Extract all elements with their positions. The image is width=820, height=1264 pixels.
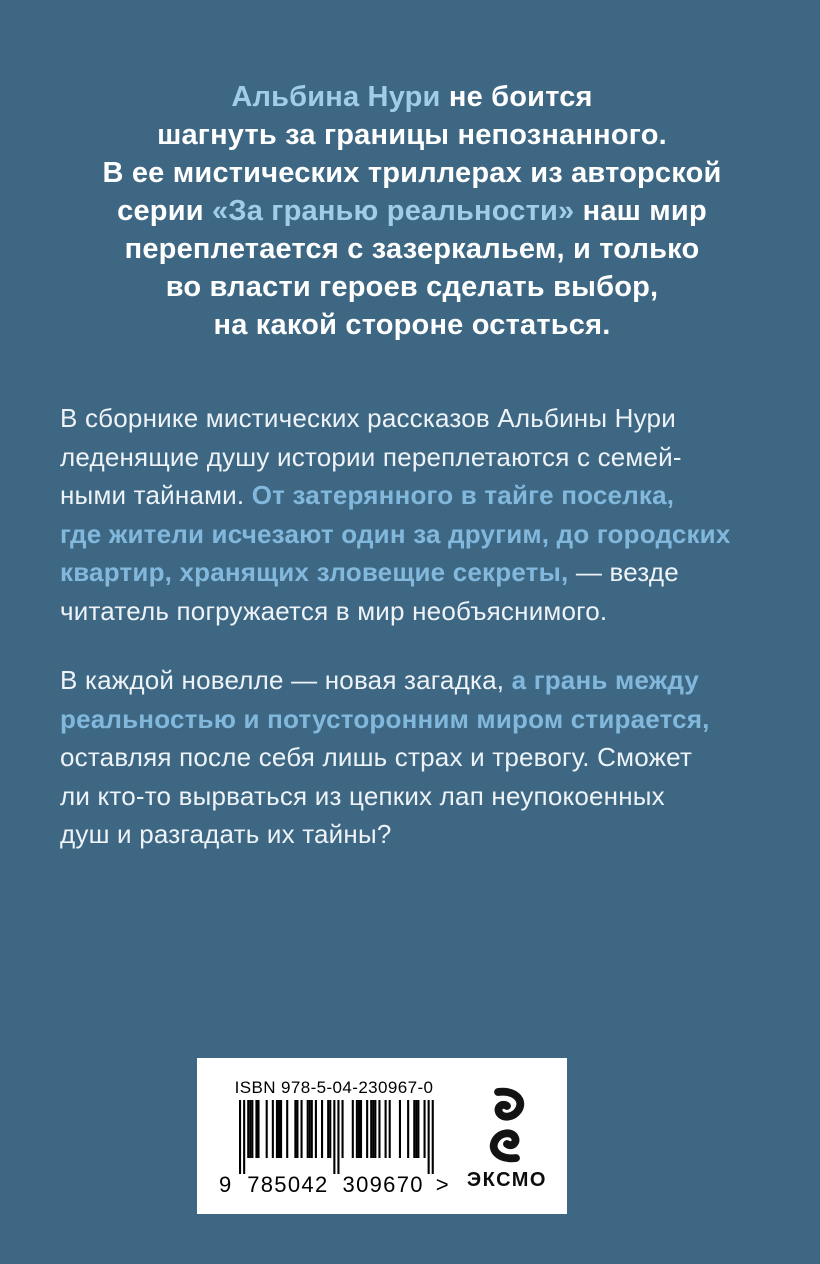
body-line [60, 515, 764, 554]
text-run: В ее мистических триллерах из авторской [102, 157, 722, 189]
accent-text-run: квартир, хранящих зловещие секреты, [60, 557, 569, 587]
barcode-bar [352, 1100, 354, 1158]
accent-text-run: а грань между [511, 665, 700, 695]
barcode-digits: 9 [219, 1171, 232, 1195]
isbn-barcode-box [197, 1058, 567, 1214]
body-line [60, 661, 764, 700]
text-run: ли кто-то вырваться из цепких лап неупокоенных [60, 780, 665, 811]
annotation-heading [60, 78, 764, 344]
text-run: шагнуть за границы непознанного. [157, 119, 667, 151]
barcode-bar [294, 1100, 296, 1158]
body-line [60, 553, 764, 592]
text-run: во власти героев сделать выбор, [165, 271, 659, 303]
barcode-bar [239, 1100, 241, 1174]
barcode-bar [333, 1100, 335, 1174]
barcode-bar [370, 1100, 372, 1158]
barcode-bar [309, 1100, 311, 1158]
accent-text-run: «За гранью реальности» [212, 195, 575, 227]
barcode-digits: 309670 [342, 1171, 423, 1195]
accent-text-run: где жители исчезают один за другим, до городских [60, 518, 731, 549]
barcode-bar [315, 1100, 317, 1158]
body-line [60, 438, 764, 477]
barcode-bar [247, 1100, 249, 1158]
barcode-bar [374, 1100, 376, 1158]
text-run: на какой стороне остаться. [213, 309, 611, 341]
barcode-bar [329, 1100, 331, 1158]
barcode-bar [385, 1100, 387, 1158]
heading-line [60, 154, 764, 192]
text-run: не боится [440, 81, 593, 113]
barcode-bar [337, 1100, 339, 1174]
text-run: леденящие душу истории переплетаются с семей- [60, 441, 682, 472]
heading-line [60, 116, 764, 154]
text-run: оставляя после себя лишь страх и тревогу. Сможет [60, 742, 693, 772]
heading-line [60, 192, 764, 230]
body-line [60, 592, 764, 631]
barcode-digits: 785042 [247, 1171, 328, 1195]
text-run: ными тайнами. [60, 480, 252, 510]
publisher-logo-block [467, 1086, 547, 1192]
text-run: душ и разгадать их тайны? [60, 819, 392, 849]
barcode-bar [278, 1100, 280, 1158]
heading-line [60, 230, 764, 268]
barcode-bar [428, 1100, 430, 1174]
barcode-bar [249, 1100, 251, 1158]
barcode-bar [378, 1100, 380, 1158]
barcode-bar [296, 1100, 298, 1158]
barcode-bar [372, 1100, 374, 1158]
body-line [60, 476, 764, 515]
paragraph-1 [60, 399, 764, 630]
barcode-bar [356, 1100, 358, 1158]
eksmo-logo-icon [479, 1086, 535, 1164]
barcode-bar [311, 1100, 313, 1158]
text-run: В каждой новелле — новая загадка, [60, 665, 512, 695]
barcode-bar [266, 1100, 268, 1158]
body-line [60, 700, 764, 739]
barcode-bar [413, 1100, 415, 1158]
barcode-bar [327, 1100, 329, 1158]
body-line [60, 815, 764, 854]
heading-line [60, 306, 764, 344]
barcode-bar [424, 1100, 426, 1158]
barcode-bar [399, 1100, 401, 1158]
text-run: — везде [568, 557, 679, 587]
barcode-bar [276, 1100, 278, 1158]
barcode-bar [342, 1100, 344, 1158]
accent-text-run: реальностью и потусторонним миром стирается, [60, 703, 710, 734]
barcode-bar [407, 1100, 409, 1158]
barcode-digits: > [435, 1171, 449, 1195]
barcode-bar [358, 1100, 360, 1158]
barcode-bar [286, 1100, 288, 1158]
barcode-bar [417, 1100, 419, 1158]
barcode-bar [415, 1100, 417, 1158]
accent-text-run: От затерянного в тайге поселка, [251, 480, 675, 510]
heading-line [60, 268, 764, 306]
barcode-bar [280, 1100, 282, 1158]
cover-text-area [60, 78, 764, 854]
barcode-bar [243, 1100, 245, 1174]
ean13-barcode [205, 1099, 463, 1195]
barcode-bar [321, 1100, 323, 1158]
paragraph-2 [60, 661, 764, 854]
barcode-block [205, 1078, 463, 1195]
text-run: переплетается с зазеркальем, и только [124, 233, 700, 265]
publisher-name: ЭКСМО [466, 1169, 547, 1191]
barcode-bar [257, 1100, 259, 1158]
text-run: читатель погружается в мир необъяснимого. [60, 595, 608, 626]
barcode-bar [360, 1100, 362, 1158]
text-run: серии [117, 195, 213, 227]
barcode-bar [432, 1100, 434, 1174]
barcode-bar [251, 1100, 253, 1158]
barcode-bar [307, 1100, 309, 1158]
barcode-bar [255, 1100, 257, 1158]
barcode-bar [389, 1100, 391, 1158]
text-run: В сборнике мистических рассказов Альбины Нури [60, 403, 676, 433]
heading-line [60, 78, 764, 116]
text-run: наш мир [574, 195, 707, 227]
body-line [60, 777, 764, 816]
body-line [60, 399, 764, 438]
barcode-bar [366, 1100, 368, 1158]
body-line [60, 738, 764, 777]
barcode-bar [301, 1100, 303, 1158]
barcode-bar [272, 1100, 274, 1158]
accent-text-run: Альбина Нури [231, 81, 441, 113]
isbn-label: ISBN 978-5-04-230967-0 [234, 1077, 434, 1097]
